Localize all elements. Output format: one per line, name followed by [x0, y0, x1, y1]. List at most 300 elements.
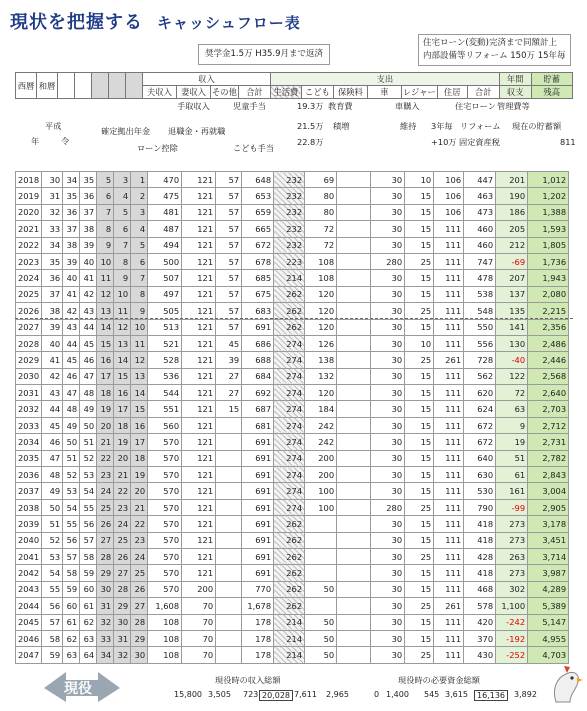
table-cell: 570 [148, 532, 182, 548]
table-cell: 418 [464, 532, 496, 548]
table-cell: 15 [405, 401, 434, 417]
table-cell: 273 [496, 565, 528, 581]
table-cell: 57 [42, 614, 63, 630]
table-cell: 7 [131, 270, 148, 286]
table-cell: 41 [42, 352, 63, 368]
table-cell: 61 [63, 614, 80, 630]
table-cell [337, 221, 371, 237]
table-cell: 428 [464, 548, 496, 564]
table-cell: 53 [80, 467, 97, 483]
table-cell [337, 188, 371, 204]
table-cell: 57 [216, 188, 242, 204]
table-row [16, 221, 569, 237]
table-cell: 30 [371, 319, 405, 335]
table-cell: 691 [242, 483, 274, 499]
table-cell: 121 [182, 270, 216, 286]
table-cell: 1,805 [528, 237, 569, 253]
table-cell: 570 [148, 483, 182, 499]
table-cell: 22 [131, 516, 148, 532]
table-cell: 27 [114, 565, 131, 581]
table-cell: 59 [80, 565, 97, 581]
table-cell [337, 467, 371, 483]
table-cell: 41 [63, 286, 80, 302]
table-cell: 2022 [16, 237, 42, 253]
table-cell: 30 [371, 516, 405, 532]
table-cell: 685 [242, 270, 274, 286]
table-cell: 19 [131, 467, 148, 483]
table-cell: 770 [242, 581, 274, 597]
table-cell [337, 647, 371, 663]
table-cell: 624 [464, 401, 496, 417]
header-housing: 住居 [437, 86, 467, 99]
table-cell: 50 [305, 614, 337, 630]
header-expense-total: 合計 [467, 86, 499, 99]
table-cell: 126 [305, 335, 337, 351]
sub-plus-10: +10万 [431, 137, 457, 147]
table-row [16, 516, 569, 532]
table-cell: 447 [464, 172, 496, 188]
header-year: 西暦 [16, 73, 37, 99]
table-cell: 2019 [16, 188, 42, 204]
header-living: 生活費 [270, 86, 301, 99]
table-cell [337, 401, 371, 417]
table-cell: 49 [63, 417, 80, 433]
table-cell [337, 204, 371, 220]
table-cell: 691 [242, 532, 274, 548]
table-cell: 25 [405, 303, 434, 319]
table-cell: 687 [242, 401, 274, 417]
genyaku-label: 現役 [64, 681, 92, 697]
table-cell: 20 [131, 483, 148, 499]
table-cell: 232 [274, 188, 305, 204]
table-cell: 132 [305, 368, 337, 384]
header-leisure: レジャー [402, 87, 436, 97]
table-cell: 12 [97, 286, 114, 302]
table-cell: 570 [148, 499, 182, 515]
table-cell: 15 [405, 467, 434, 483]
table-cell: 274 [274, 499, 305, 515]
sub-housing-loan: 住宅ローン [455, 101, 496, 111]
table-cell: 688 [242, 352, 274, 368]
table-cell: 54 [80, 483, 97, 499]
table-cell: 9 [97, 237, 114, 253]
sub-dc-pension: 確定拠出年金 [101, 126, 151, 136]
footer-husband-total: 15,800 [174, 690, 202, 699]
table-cell: 15 [405, 516, 434, 532]
table-cell: 121 [182, 352, 216, 368]
table-cell: 418 [464, 565, 496, 581]
footer-car-total: 1,400 [386, 690, 409, 699]
table-cell: 460 [464, 237, 496, 253]
table-cell: 63 [80, 630, 97, 646]
table-cell: 15 [405, 286, 434, 302]
table-cell [337, 286, 371, 302]
table-cell: 111 [434, 483, 464, 499]
table-cell: 62 [63, 630, 80, 646]
table-cell: 35 [63, 188, 80, 204]
table-cell: 44 [42, 401, 63, 417]
table-cell: 15 [405, 188, 434, 204]
table-cell: 2039 [16, 516, 42, 532]
table-cell: 505 [148, 303, 182, 319]
table-cell [337, 434, 371, 450]
table-cell: 15 [405, 565, 434, 581]
table-cell: 551 [148, 401, 182, 417]
table-cell: 223 [274, 253, 305, 269]
table-cell [305, 548, 337, 564]
table-cell: 111 [434, 647, 464, 663]
table-row [16, 401, 569, 417]
subheader-area [15, 99, 576, 171]
table-row [16, 450, 569, 466]
table-cell: 121 [182, 303, 216, 319]
table-cell: 684 [242, 368, 274, 384]
table-cell: 108 [305, 270, 337, 286]
table-cell: 32 [97, 614, 114, 630]
table-cell: 30 [371, 598, 405, 614]
table-cell: 50 [305, 647, 337, 663]
table-cell: 2040 [16, 532, 42, 548]
table-cell: 30 [371, 172, 405, 188]
table-cell: 106 [434, 188, 464, 204]
table-cell [337, 499, 371, 515]
table-cell [216, 614, 242, 630]
table-cell: 200 [305, 467, 337, 483]
table-cell: 19 [114, 434, 131, 450]
table-row [16, 483, 569, 499]
table-cell: 45 [63, 352, 80, 368]
table-cell: 57 [216, 172, 242, 188]
table-cell: 178 [242, 630, 274, 646]
table-cell: 10 [97, 253, 114, 269]
table-cell: 2045 [16, 614, 42, 630]
table-cell: 19 [97, 401, 114, 417]
table-cell: 2018 [16, 172, 42, 188]
table-cell: 4 [114, 188, 131, 204]
table-cell: 692 [242, 385, 274, 401]
table-cell: 15 [97, 335, 114, 351]
table-cell: 11 [131, 335, 148, 351]
table-cell: 370 [464, 630, 496, 646]
sub-every-3-years: 3年毎 [431, 121, 453, 131]
table-cell: 29 [131, 630, 148, 646]
table-cell: 30 [371, 532, 405, 548]
table-cell: 49 [80, 401, 97, 417]
table-cell: 40 [42, 335, 63, 351]
table-cell: 11 [114, 303, 131, 319]
table-cell: 121 [182, 319, 216, 335]
footer-insurance-total: 0 [374, 690, 380, 699]
table-cell: 31 [42, 188, 63, 204]
table-cell: 30 [371, 286, 405, 302]
table-cell: 70 [182, 630, 216, 646]
table-cell: 536 [148, 368, 182, 384]
table-cell: 48 [42, 467, 63, 483]
table-cell: 37 [42, 286, 63, 302]
table-cell: 25 [97, 499, 114, 515]
table-cell: 121 [182, 385, 216, 401]
table-cell: 262 [274, 565, 305, 581]
table-cell: 4 [131, 221, 148, 237]
table-cell: 475 [148, 188, 182, 204]
table-cell: 683 [242, 303, 274, 319]
table-cell [216, 565, 242, 581]
table-cell: 57 [216, 303, 242, 319]
table-cell: 48 [80, 385, 97, 401]
table-cell: 691 [242, 499, 274, 515]
table-cell: 3,004 [528, 483, 569, 499]
table-cell: 72 [305, 237, 337, 253]
table-cell: 2028 [16, 335, 42, 351]
table-cell: 6 [114, 221, 131, 237]
table-cell: 36 [80, 188, 97, 204]
table-cell: 54 [63, 499, 80, 515]
table-cell: 30 [371, 204, 405, 220]
table-cell: 273 [496, 516, 528, 532]
table-cell: 100 [305, 499, 337, 515]
table-cell: 2,731 [528, 434, 569, 450]
table-cell: 24 [114, 516, 131, 532]
header-income: 収入 [143, 73, 271, 86]
sub-retirement: 退職金・再就職 [168, 126, 226, 136]
table-cell: 55 [63, 516, 80, 532]
note-scholarship: 奨学金1.5万 H35.9月まで返済 [198, 44, 330, 65]
table-cell [337, 598, 371, 614]
table-cell: 31 [97, 598, 114, 614]
table-cell: 214 [274, 270, 305, 286]
table-cell: 106 [434, 172, 464, 188]
footer-wife-total: 3,505 [208, 690, 231, 699]
table-cell: 274 [274, 368, 305, 384]
table-cell: 17 [114, 401, 131, 417]
table-cell: 9 [131, 303, 148, 319]
table-row [16, 647, 569, 663]
table-cell [337, 172, 371, 188]
sub-management: 管理費等 [497, 101, 530, 111]
table-cell: 37 [63, 221, 80, 237]
table-cell: 6 [97, 188, 114, 204]
table-cell: 25 [405, 352, 434, 368]
table-cell: 70 [182, 647, 216, 663]
header-savings: 貯蓄 [531, 73, 572, 86]
table-cell: 36 [63, 204, 80, 220]
table-cell: 28 [97, 548, 114, 564]
table-cell: 12 [114, 319, 131, 335]
table-cell: 106 [434, 204, 464, 220]
table-cell: 262 [274, 581, 305, 597]
table-cell: 273 [496, 532, 528, 548]
table-cell [337, 417, 371, 433]
table-cell: 691 [242, 467, 274, 483]
table-cell: 41 [80, 270, 97, 286]
table-cell: 2038 [16, 499, 42, 515]
table-cell: 122 [496, 368, 528, 384]
table-cell: 111 [434, 630, 464, 646]
header-balance2: 収支 [499, 86, 531, 99]
expense-total-label: 現役時の必要資金総額 [398, 675, 480, 685]
table-cell: 56 [80, 516, 97, 532]
table-cell: 420 [464, 614, 496, 630]
table-cell: 30 [371, 630, 405, 646]
table-cell: 55 [80, 499, 97, 515]
table-cell: 15 [405, 614, 434, 630]
table-cell [337, 319, 371, 335]
header-income-total: 合計 [238, 86, 270, 99]
table-cell: 121 [182, 286, 216, 302]
table-cell: -69 [496, 253, 528, 269]
table-cell: 50 [305, 581, 337, 597]
table-cell: 556 [464, 335, 496, 351]
table-cell: 686 [242, 335, 274, 351]
table-cell: 2,215 [528, 303, 569, 319]
table-cell: 214 [274, 647, 305, 663]
table-cell [337, 516, 371, 532]
header-era: 和暦 [37, 73, 58, 99]
table-cell: 12 [131, 352, 148, 368]
table-cell: 43 [42, 385, 63, 401]
table-cell: 3 [131, 204, 148, 220]
table-cell: 38 [80, 221, 97, 237]
table-cell: 14 [97, 319, 114, 335]
table-cell: 19 [496, 434, 528, 450]
table-cell: 11 [97, 270, 114, 286]
footer-housing-total: 3,615 [445, 690, 468, 699]
header-wife-income: 妻収入 [177, 86, 211, 99]
table-cell [337, 450, 371, 466]
table-cell: 261 [434, 352, 464, 368]
table-cell: 507 [148, 270, 182, 286]
table-cell: 13 [131, 368, 148, 384]
table-cell: 481 [148, 204, 182, 220]
table-cell: 27 [131, 598, 148, 614]
table-cell [216, 516, 242, 532]
table-cell: 570 [148, 581, 182, 597]
table-cell [216, 499, 242, 515]
table-cell: 691 [242, 516, 274, 532]
sub-child-allowance: 児童手当 [233, 101, 266, 111]
table-cell: 178 [242, 647, 274, 663]
table-cell [305, 598, 337, 614]
table-cell [305, 516, 337, 532]
header-balance: 年間 [499, 73, 531, 86]
table-cell: 570 [148, 548, 182, 564]
table-cell: 15 [216, 401, 242, 417]
table-cell: 190 [496, 188, 528, 204]
table-cell: 570 [148, 516, 182, 532]
table-cell: 14 [131, 385, 148, 401]
table-cell: 23 [131, 532, 148, 548]
table-cell: 70 [182, 598, 216, 614]
table-cell: 111 [434, 368, 464, 384]
table-cell: 274 [274, 401, 305, 417]
table-cell: 30 [371, 647, 405, 663]
table-cell: 23 [97, 467, 114, 483]
table-cell [337, 548, 371, 564]
table-cell: 30 [97, 581, 114, 597]
table-row [16, 630, 569, 646]
table-cell: 2034 [16, 434, 42, 450]
table-cell: 36 [42, 270, 63, 286]
table-cell: 39 [42, 319, 63, 335]
table-cell: 2026 [16, 303, 42, 319]
table-cell: 111 [434, 303, 464, 319]
table-cell: 562 [464, 368, 496, 384]
table-cell: 262 [274, 516, 305, 532]
table-cell: 659 [242, 204, 274, 220]
table-cell: 747 [464, 253, 496, 269]
table-cell: 3,451 [528, 532, 569, 548]
table-cell: 80 [305, 188, 337, 204]
table-cell [216, 434, 242, 450]
table-cell: 10 [405, 172, 434, 188]
table-cell: 15 [405, 581, 434, 597]
table-cell [337, 270, 371, 286]
sub-maintenance: 維持 [400, 121, 417, 131]
table-cell: 108 [148, 647, 182, 663]
table-cell: 790 [464, 499, 496, 515]
table-cell: 61 [496, 467, 528, 483]
table-cell: 54 [42, 565, 63, 581]
table-cell: 26 [114, 548, 131, 564]
table-cell [337, 614, 371, 630]
table-cell: 50 [80, 417, 97, 433]
table-cell: 121 [182, 565, 216, 581]
table-cell: 57 [216, 221, 242, 237]
table-cell: 1,388 [528, 204, 569, 220]
table-cell: 56 [42, 598, 63, 614]
table-cell: 2,712 [528, 417, 569, 433]
table-cell: 18 [131, 450, 148, 466]
table-cell: 691 [242, 450, 274, 466]
table-cell [305, 565, 337, 581]
table-cell: 130 [496, 335, 528, 351]
table-cell: 2025 [16, 286, 42, 302]
table-cell: 24 [131, 548, 148, 564]
table-row [16, 172, 569, 188]
table-cell: 38 [42, 303, 63, 319]
table-cell: 30 [131, 647, 148, 663]
table-cell: 418 [464, 516, 496, 532]
table-cell: 25 [114, 532, 131, 548]
table-cell: 672 [242, 237, 274, 253]
table-cell: 29 [114, 598, 131, 614]
table-cell: 63 [496, 401, 528, 417]
table-cell: 5,389 [528, 598, 569, 614]
table-cell: 138 [305, 352, 337, 368]
table-cell: 51 [80, 434, 97, 450]
table-cell: 10 [114, 286, 131, 302]
table-cell: 1,012 [528, 172, 569, 188]
table-cell: 57 [216, 270, 242, 286]
sub-loan-deduction: ローン控除 [137, 143, 178, 153]
table-cell: 178 [242, 614, 274, 630]
table-cell: 39 [216, 352, 242, 368]
table-cell: 64 [80, 647, 97, 663]
table-cell: 30 [371, 565, 405, 581]
table-row [16, 581, 569, 597]
table-cell [337, 385, 371, 401]
title-sub: キャッシュフロー表 [157, 14, 301, 32]
table-cell: 57 [216, 204, 242, 220]
table-cell: 58 [63, 565, 80, 581]
table-cell: 121 [182, 253, 216, 269]
table-cell: 120 [305, 303, 337, 319]
table-cell: 47 [42, 450, 63, 466]
table-cell: 45 [42, 417, 63, 433]
sub-takehome: 手取収入 [177, 101, 210, 111]
retirement-divider [15, 318, 573, 319]
table-cell: 15 [405, 270, 434, 286]
